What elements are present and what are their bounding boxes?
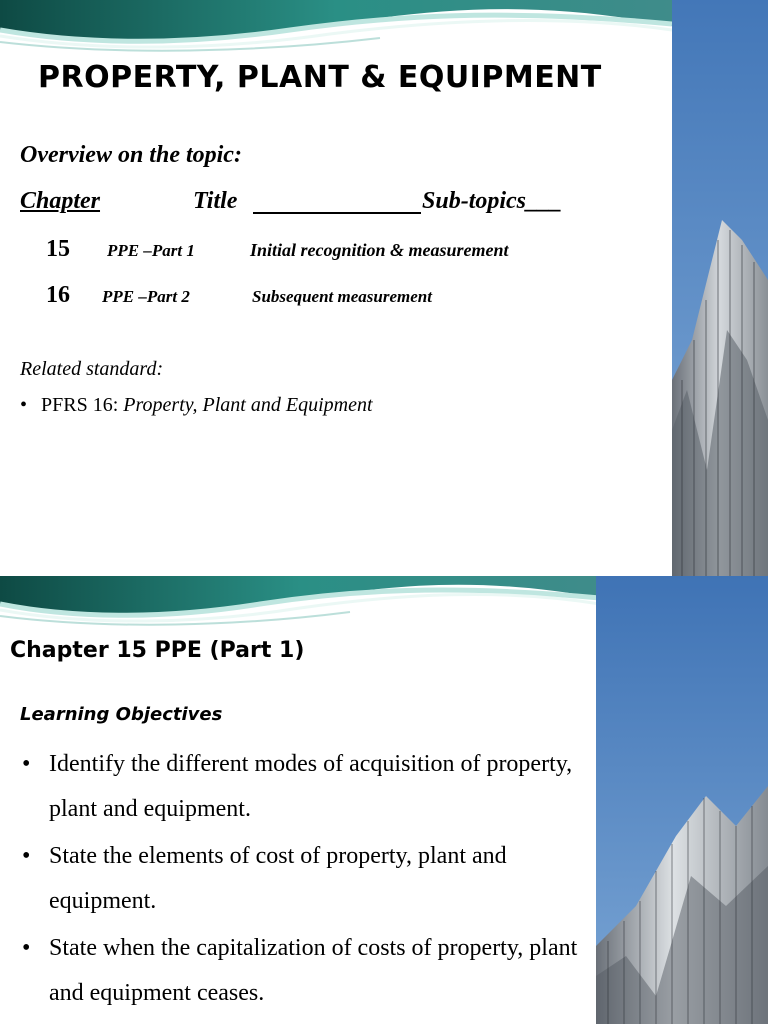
standard-code: PFRS 16: [41,394,119,416]
column-header-title: Title [193,188,238,214]
building-image [672,0,768,576]
building-image [596,576,768,1024]
standard-bullet [20,394,373,417]
slide-title: Chapter 15 PPE (Part 1) [10,638,305,663]
row-chapter: 15 [46,236,70,262]
list-item: • State the elements of cost of property, plant and equipment. [22,834,582,924]
bullet-icon: • [20,394,28,416]
row-title: PPE –Part 1 [107,241,195,260]
overview-heading: Overview on the topic: [20,142,242,168]
standard-name: Property, Plant and Equipment [123,394,373,416]
related-standard-label: Related standard: [20,358,164,380]
wave-banner [0,0,672,60]
slide-2 [0,576,768,1024]
slide-title: PROPERTY, PLANT & EQUIPMENT [38,60,602,95]
row-title: PPE –Part 2 [102,287,190,306]
column-header-chapter: Chapter [20,188,101,214]
objectives-list [22,742,582,1018]
list-item: • Identify the different modes of acquisition of property, plant and equipment. [22,742,582,832]
row-chapter: 16 [46,282,70,308]
row-subtopic: Subsequent measurement [252,287,432,306]
row-subtopic: Initial recognition & measurement [250,240,509,260]
header-underline [253,212,421,214]
wave-banner [0,576,600,636]
column-header-subtopics: Sub-topics___ [422,188,563,214]
learning-objectives-heading: Learning Objectives [20,704,223,725]
list-item: • State when the capitalization of costs of property, plant and equipment ceases. [22,926,582,1016]
